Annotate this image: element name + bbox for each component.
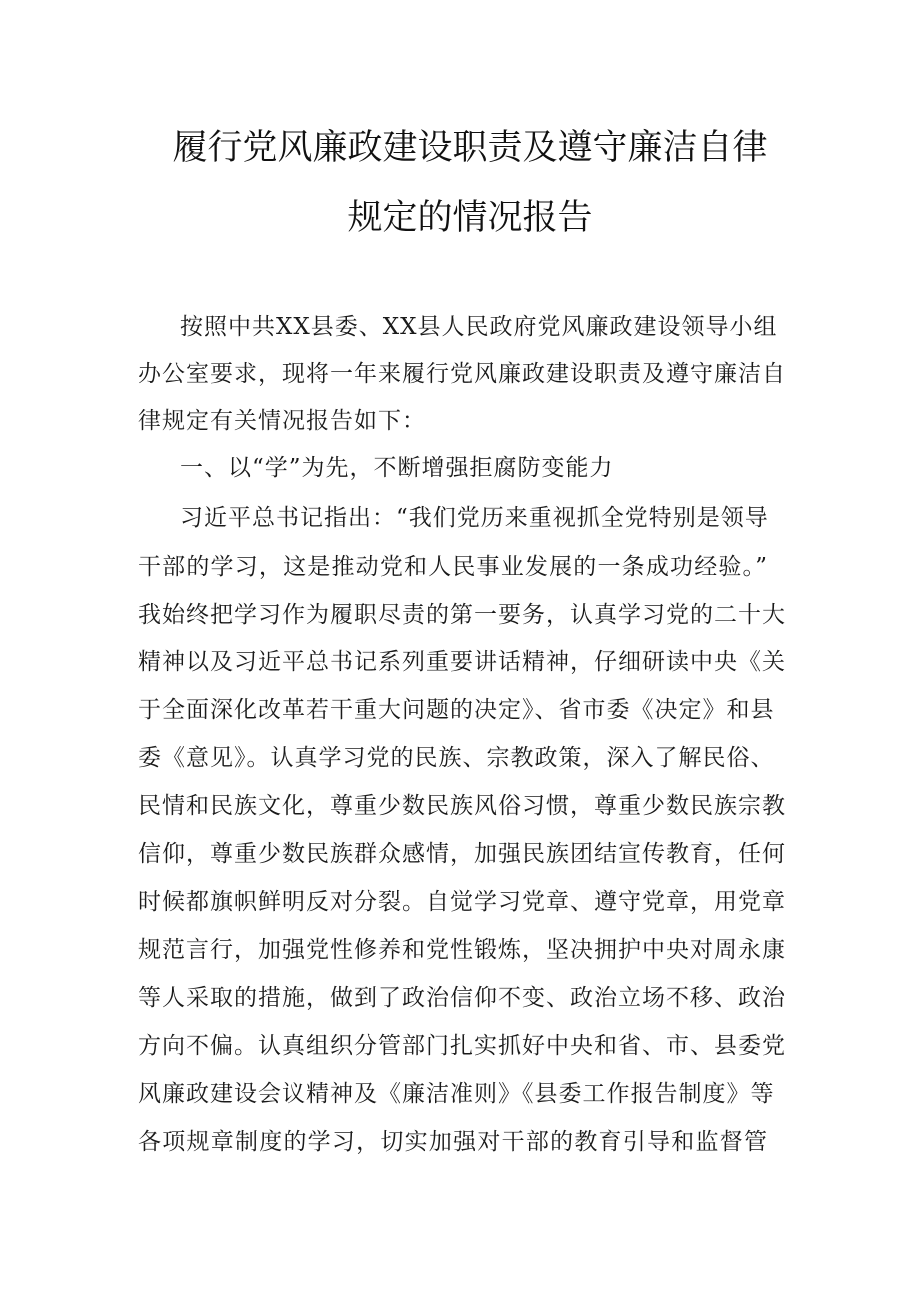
body-line: 办公室要求，现将一年来履行党风廉政建设职责及遵守廉洁自 xyxy=(138,361,786,387)
body-line: 信仰，尊重少数民族群众感情，加强民族团结宣传教育，任何 xyxy=(138,841,786,867)
body-line: 我始终把学习作为履职尽责的第一要务，认真学习党的二十大 xyxy=(138,602,786,628)
body-line: 民情和民族文化，尊重少数民族风俗习惯，尊重少数民族宗教 xyxy=(138,793,786,819)
document-title-line-1: 履行党风廉政建设职责及遵守廉洁自律 xyxy=(172,128,768,168)
body-line: 时候都旗帜鲜明反对分裂。自觉学习党章、遵守党章，用党章 xyxy=(138,889,786,915)
body-line: 律规定有关情况报告如下： xyxy=(138,408,426,434)
body-line: 按照中共XX县委、XX县人民政府党风廉政建设领导小组 xyxy=(180,314,778,340)
body-line: 精神以及习近平总书记系列重要讲话精神，仔细研读中央《关 xyxy=(138,649,786,675)
body-line: 等人采取的措施，做到了政治信仰不变、政治立场不移、政治 xyxy=(138,985,786,1011)
body-line: 各项规章制度的学习，切实加强对干部的教育引导和监督管 xyxy=(138,1129,768,1155)
document-title-line-2: 规定的情况报告 xyxy=(347,198,593,238)
section-heading: 一、以“学”为先，不断增强拒腐防变能力 xyxy=(180,455,614,481)
body-line: 于全面深化改革若干重大问题的决定》、省市委《决定》和县 xyxy=(138,697,775,723)
body-line: 风廉政建设会议精神及《廉洁准则》《县委工作报告制度》等 xyxy=(138,1081,775,1107)
body-line: 干部的学习，这是推动党和人民事业发展的一条成功经验。” xyxy=(138,554,768,580)
body-line: 委《意见》。认真学习党的民族、宗教政策，深入了解民俗、 xyxy=(138,745,775,771)
body-line: 习近平总书记指出：“我们党历来重视抓全党特别是领导 xyxy=(180,505,769,531)
body-line: 方向不偏。认真组织分管部门扎实抓好中央和省、市、县委党 xyxy=(138,1033,786,1059)
body-line: 规范言行，加强党性修养和党性锻炼，坚决拥护中央对周永康 xyxy=(138,937,786,963)
